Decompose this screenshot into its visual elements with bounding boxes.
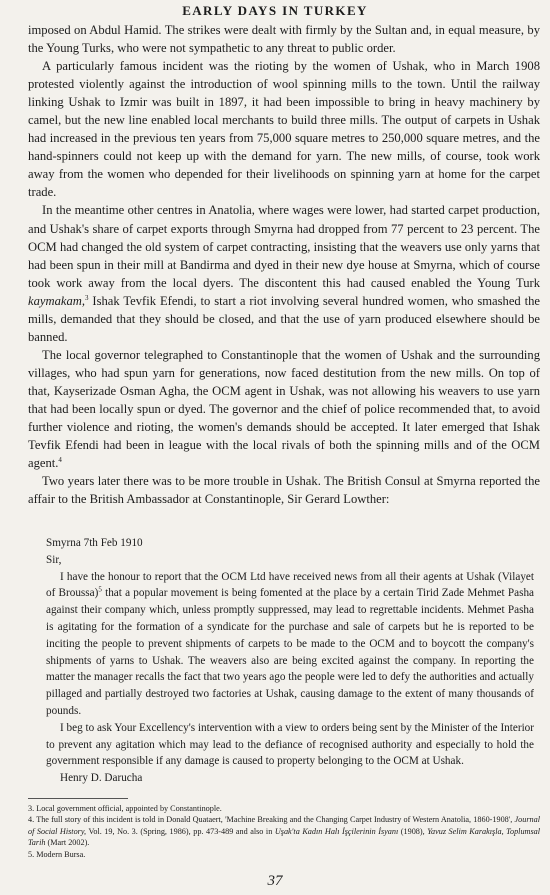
footnote-text: 4. The full story of this incident is told in Donald Quataert, 'Machine Breaking and the Changing Carpet Industry of Western Anatolia, 1860-1908', [28, 815, 515, 825]
letter-salutation: Sir, [46, 553, 62, 566]
paragraph-text: The local governor telegraphed to Constantinople that the women of Ushak and the surrounding villages, who had spun yarn for generations, now faced destitution from the new mills. On top of that, Kayserizade Osman Agha, the OCM agent in Ushak, was not allowing his weavers to use yarn that had been locally spun or dyed. The governor and the chief of police recommended that, to avoid further violence and rioting, the women's demands should be accepted. It later emerged that Ishak Tevfik Efendi had been in league with the local rivals of both the spinning mills and of the OCM agent. [28, 347, 540, 471]
paragraph-2 [28, 57, 540, 201]
letter-paragraph-1 [46, 569, 534, 720]
paragraph-text: In the meantime other centres in Anatolia, where wages were lower, had started carpet production, and Ushak's share of carpet exports through Smyrna had dropped from 77 percent to 23 percent. The OCM had changed the old system of carpet contracting, insisting that the weavers use only yarns that had been spun in their mill at Bandirma and dyed in their new dye house at Smyrna, which of course took work away from the local dyers. The discontent this had caused enabled the Young Turk [28, 203, 540, 290]
footnote-text: Vol. 19, No. 3. (Spring, 1986), pp. 473-489 and also in [86, 826, 275, 836]
body-text [28, 21, 540, 508]
letter-text: that a popular movement is being fomented at the place by a certain Tirid Zade Mehmet Pasha against their company which, unless promptly suppressed, may lead to regrettable incidents. Mehmet Pasha is agitating for the formation of a syndicate for the purchase and sale of carpets but he is reported to be inciting the people to prevent shipments of carpets to be made to the OCM and to boycott the company's shipments of yarns to Ushak. The weavers also are being excited against the company. In reporting the matter the manager recalls the fact that two years ago the people were led to defy the authorities and actually pillaged and partially destroyed two factories at Ushak, causing damage to the extent of many thousands of pounds. [46, 587, 535, 717]
paragraph-text: Two years later there was to be more trouble in Ushak. The British Consul at Smyrna reported the affair to the British Ambassador at Constantinople, Sir Gerard Lowther: [28, 474, 540, 507]
paragraph-text: Ishak Tevfik Efendi, to start a riot involving several hundred women, who smashed the mills, demanded that they should be closed, and that the use of yarn produced elsewhere should be banned. [28, 293, 540, 344]
letter-date: Smyrna 7th Feb 1910 [46, 537, 143, 549]
italic-term: kaymakam, [28, 293, 85, 308]
footnote-text: (1908), [398, 826, 428, 836]
footnote-3: 3. Local government official, appointed by Constantinople. [28, 804, 222, 813]
footnote-title: Yavuz Selim Karakışla, Toplumsal Tarih [28, 826, 541, 848]
letter-text: I have the honour to report that the OCM Ltd have received news from all their agents at Ushak (Vilayet of Broussa) [46, 570, 534, 600]
footnote-4 [28, 814, 540, 848]
footnote-journal: Journal of Social History, [28, 815, 540, 836]
footnote-title: Uşak'ta Kadın Halı İşçilerinin İsyanı [274, 826, 399, 836]
footnote-rule [28, 798, 128, 799]
paragraph-5 [28, 472, 540, 508]
letter-signature: Henry D. Darucha [60, 772, 143, 785]
paragraph-text: A particularly famous incident was the rioting by the women of Ushak, who in March 1908 protested violently against the introduction of wool spinning mills to the town. Until the railway linking Ushak to Izmir was built in 1897, it had been impossible to bring in heavy machinery by camel, but the new line enabled local merchants to build three mills. The output of carpets in Ushak had increased in the previous ten years from 75,000 square metres to 250,000 square metres, and the hand-spinners could not keep up with the demand for yarn. The new mills, of course, took work away from the women who depended for their livelihoods on spinning yarn at home for the carpet trade. [28, 59, 540, 200]
letter-paragraph-2: I beg to ask Your Excellency's intervention with a view to orders being sent by the Minister of the Interior to prevent any agitation which may lead to the defiance of recognised authority and especially to hold the government responsible if any damage is caused to property belonging to the OCM at Ushak. [46, 721, 534, 768]
paragraph-text: imposed on Abdul Hamid. The strikes were dealt with firmly by the Sultan and, in equal measure, by the Young Turks, who were not sympathetic to any threat to public order. [28, 23, 540, 56]
paragraph-4 [28, 346, 540, 472]
footnote-ref: 3 [85, 293, 89, 302]
footnotes [28, 803, 540, 860]
paragraph-1 [28, 21, 540, 57]
footnote-5: 5. Modern Bursa. [28, 849, 86, 859]
footnote-ref: 4 [58, 455, 62, 464]
footnote-text: (Mart 2002). [45, 838, 90, 848]
running-head: EARLY DAYS IN TURKEY [182, 3, 368, 18]
quoted-letter [46, 535, 534, 787]
page-number: 37 [267, 873, 283, 889]
paragraph-3 [28, 201, 540, 345]
footnote-ref: 5 [98, 585, 102, 594]
